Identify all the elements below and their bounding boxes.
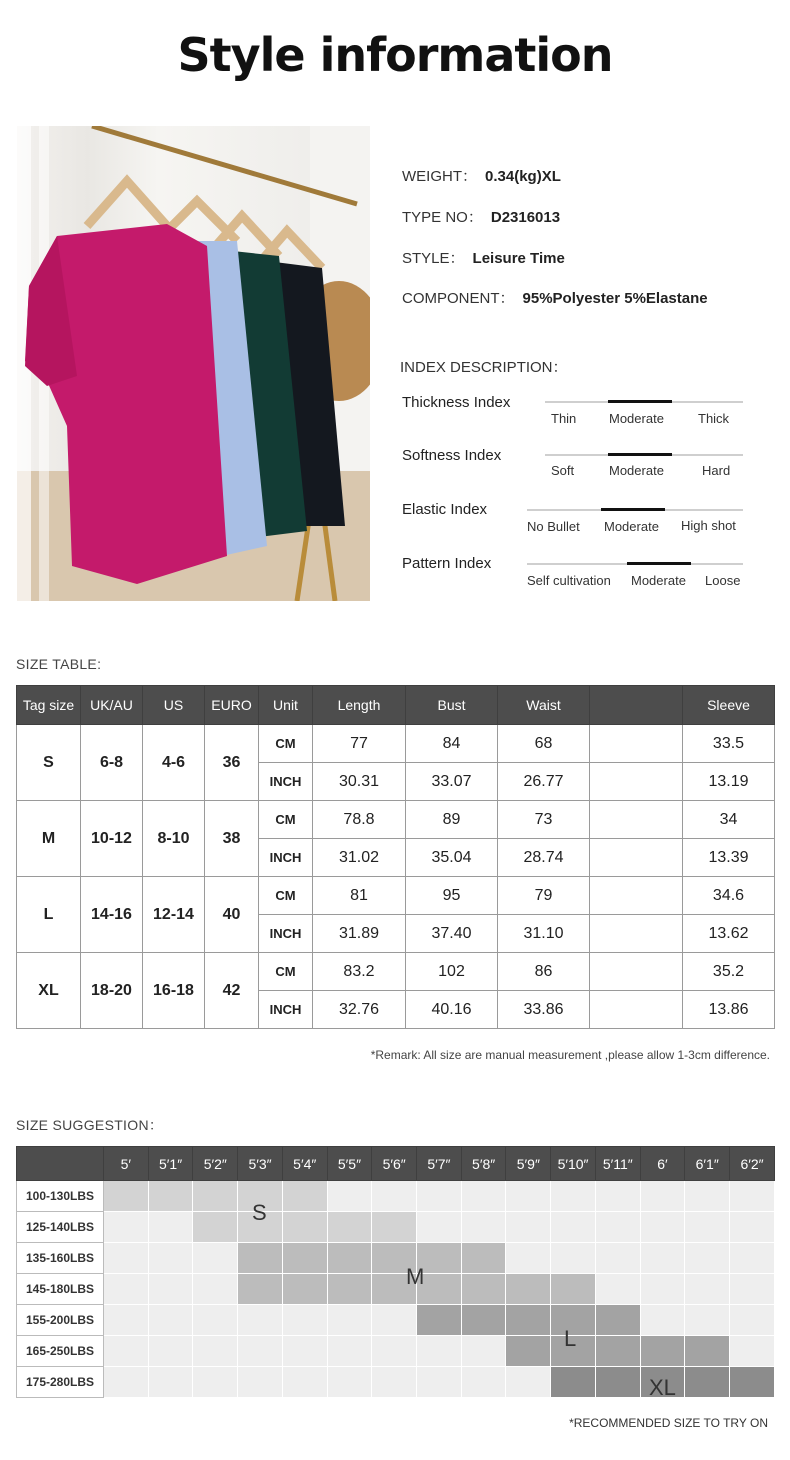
bust-inch-cell: 40.16 [406, 991, 498, 1029]
suggest-cell-empty [685, 1274, 730, 1305]
suggest-cell-m [461, 1243, 506, 1274]
product-photo [17, 126, 370, 601]
suggest-cell-empty [148, 1336, 193, 1367]
suggest-cell-empty [640, 1305, 685, 1336]
euro-cell: 40 [205, 877, 259, 953]
unit-inch-cell: INCH [259, 915, 313, 953]
suggest-cell-xl [551, 1367, 596, 1398]
length-inch-cell: 32.76 [313, 991, 406, 1029]
suggestion-row [17, 1181, 775, 1212]
softness-scale-marker [608, 453, 672, 456]
euro-cell: 38 [205, 801, 259, 877]
height-header: 5′7″ [417, 1147, 462, 1181]
suggest-cell-empty [193, 1305, 238, 1336]
suggest-cell-empty [685, 1181, 730, 1212]
pattern-scale-marker [627, 562, 691, 565]
tag-size-cell: M [17, 801, 81, 877]
suggest-cell-empty [730, 1212, 775, 1243]
suggest-cell-l [640, 1336, 685, 1367]
weight-label: 155-200LBS [17, 1305, 104, 1336]
suggest-cell-m [551, 1274, 596, 1305]
suggest-cell-m [238, 1274, 283, 1305]
suggest-cell-s [193, 1181, 238, 1212]
blank-cm-cell [590, 801, 683, 839]
suggest-cell-s [282, 1212, 327, 1243]
suggest-cell-empty [685, 1243, 730, 1274]
header-waist: Waist [498, 686, 590, 725]
blank-inch-cell [590, 839, 683, 877]
sleeve-inch-cell: 13.86 [683, 991, 775, 1029]
suggest-cell-empty [148, 1305, 193, 1336]
us-cell: 8-10 [143, 801, 205, 877]
height-header: 5′5″ [327, 1147, 372, 1181]
suggest-cell-empty [730, 1181, 775, 1212]
dresses-on-rack-illustration [17, 126, 370, 601]
suggest-cell-m [506, 1274, 551, 1305]
suggest-cell-xl [595, 1367, 640, 1398]
sleeve-inch-cell: 13.19 [683, 763, 775, 801]
unit-inch-cell: INCH [259, 839, 313, 877]
suggest-cell-m [282, 1243, 327, 1274]
suggest-cell-s [148, 1181, 193, 1212]
component-line [402, 287, 708, 308]
weight-label: 100-130LBS [17, 1181, 104, 1212]
suggestion-row [17, 1336, 775, 1367]
tag-size-cell: S [17, 725, 81, 801]
suggest-cell-l [506, 1305, 551, 1336]
suggestion-row [17, 1274, 775, 1305]
suggest-cell-m [282, 1274, 327, 1305]
suggest-cell-empty [327, 1181, 372, 1212]
height-header: 5′8″ [461, 1147, 506, 1181]
softness-right-label: Hard [702, 463, 731, 478]
size-row-cm [17, 801, 775, 839]
suggest-cell-empty [461, 1367, 506, 1398]
suggest-cell-empty [551, 1212, 596, 1243]
thickness-mid-label: Moderate [609, 411, 664, 426]
blank-inch-cell [590, 915, 683, 953]
suggest-cell-empty [327, 1367, 372, 1398]
thickness-left-label: Thin [551, 411, 577, 426]
suggest-cell-empty [104, 1212, 149, 1243]
type-line [402, 206, 560, 227]
index-description-heading: INDEX DESCRIPTION： [400, 359, 568, 376]
suggest-cell-empty [595, 1274, 640, 1305]
unit-cm-cell: CM [259, 953, 313, 991]
euro-cell: 36 [205, 725, 259, 801]
type-label: TYPE NO： [402, 209, 483, 226]
suggestion-row [17, 1305, 775, 1336]
sleeve-inch-cell: 13.62 [683, 915, 775, 953]
blank-cm-cell [590, 953, 683, 991]
unit-cm-cell: CM [259, 801, 313, 839]
unit-inch-cell: INCH [259, 763, 313, 801]
suggest-cell-l [417, 1305, 462, 1336]
suggest-cell-empty [148, 1243, 193, 1274]
height-header: 5′11″ [595, 1147, 640, 1181]
suggest-cell-empty [730, 1336, 775, 1367]
length-cm-cell: 77 [313, 725, 406, 763]
elastic-left-label: No Bullet [527, 519, 580, 534]
suggest-cell-empty [417, 1212, 462, 1243]
suggest-cell-l [506, 1336, 551, 1367]
suggestion-row [17, 1243, 775, 1274]
unit-cm-cell: CM [259, 725, 313, 763]
suggest-label-l: L [564, 1326, 577, 1351]
pattern-right-label: Loose [705, 573, 741, 588]
header-ukau: UK/AU [81, 686, 143, 725]
suggest-cell-m [327, 1243, 372, 1274]
size-row-cm [17, 725, 775, 763]
suggest-cell-empty [595, 1181, 640, 1212]
softness-index-label: Softness Index [402, 447, 502, 464]
header-tag-size: Tag size [17, 686, 81, 725]
height-header: 6′ [640, 1147, 685, 1181]
bust-cm-cell: 89 [406, 801, 498, 839]
waist-inch-cell: 31.10 [498, 915, 590, 953]
style-label: STYLE： [402, 250, 465, 267]
remark-text: *Remark: All size are manual measurement ,please allow 1-3cm difference. [370, 1048, 770, 1062]
length-cm-cell: 78.8 [313, 801, 406, 839]
blank-inch-cell [590, 991, 683, 1029]
waist-inch-cell: 33.86 [498, 991, 590, 1029]
weight-label: 175-280LBS [17, 1367, 104, 1398]
elastic-scale-marker [601, 508, 665, 511]
suggest-cell-empty [595, 1243, 640, 1274]
page-title: Style information [177, 28, 613, 82]
suggest-label-m: M [406, 1264, 425, 1289]
suggest-cell-empty [551, 1243, 596, 1274]
ukau-cell: 10-12 [81, 801, 143, 877]
bust-cm-cell: 84 [406, 725, 498, 763]
height-header: 5′1″ [148, 1147, 193, 1181]
suggest-cell-m [238, 1243, 283, 1274]
suggest-cell-empty [417, 1336, 462, 1367]
waist-cm-cell: 79 [498, 877, 590, 915]
suggest-cell-empty [327, 1336, 372, 1367]
tag-size-cell: L [17, 877, 81, 953]
suggest-cell-empty [193, 1243, 238, 1274]
suggest-cell-empty [327, 1305, 372, 1336]
elastic-index-label: Elastic Index [402, 501, 488, 518]
suggest-label-s: S [252, 1200, 267, 1225]
header-unit: Unit [259, 686, 313, 725]
ukau-cell: 6-8 [81, 725, 143, 801]
pattern-index-label: Pattern Index [402, 555, 492, 572]
suggest-cell-empty [506, 1212, 551, 1243]
length-inch-cell: 31.89 [313, 915, 406, 953]
recommend-note: *RECOMMENDED SIZE TO TRY ON [569, 1416, 768, 1430]
euro-cell: 42 [205, 953, 259, 1029]
suggest-cell-l [461, 1305, 506, 1336]
size-suggestion-heading: SIZE SUGGESTION： [16, 1117, 164, 1133]
elastic-mid-label: Moderate [604, 519, 659, 534]
suggest-cell-empty [506, 1243, 551, 1274]
tag-size-cell: XL [17, 953, 81, 1029]
weight-label: 125-140LBS [17, 1212, 104, 1243]
blank-inch-cell [590, 763, 683, 801]
suggest-cell-empty [461, 1181, 506, 1212]
bust-cm-cell: 102 [406, 953, 498, 991]
us-cell: 4-6 [143, 725, 205, 801]
us-cell: 12-14 [143, 877, 205, 953]
weight-label: 145-180LBS [17, 1274, 104, 1305]
pattern-mid-label: Moderate [631, 573, 686, 588]
waist-cm-cell: 73 [498, 801, 590, 839]
softness-left-label: Soft [551, 463, 575, 478]
suggest-cell-m [461, 1274, 506, 1305]
suggest-cell-empty [417, 1181, 462, 1212]
bust-inch-cell: 35.04 [406, 839, 498, 877]
suggest-cell-s [193, 1212, 238, 1243]
suggest-label-xl: XL [649, 1375, 676, 1400]
suggest-cell-empty [506, 1181, 551, 1212]
size-table-heading: SIZE TABLE: [16, 656, 102, 672]
suggest-cell-empty [640, 1243, 685, 1274]
height-header: 6′2″ [730, 1147, 775, 1181]
blank-cm-cell [590, 877, 683, 915]
softness-mid-label: Moderate [609, 463, 664, 478]
pattern-left-label: Self cultivation [527, 573, 611, 588]
suggest-cell-s [104, 1181, 149, 1212]
suggest-cell-s [327, 1212, 372, 1243]
suggest-cell-empty [148, 1367, 193, 1398]
suggest-cell-xl [730, 1367, 775, 1398]
length-cm-cell: 81 [313, 877, 406, 915]
suggest-cell-empty [193, 1367, 238, 1398]
suggest-cell-empty [193, 1274, 238, 1305]
weight-value: 0.34(kg)XL [485, 168, 561, 185]
suggest-cell-empty [238, 1367, 283, 1398]
suggest-cell-empty [238, 1336, 283, 1367]
waist-inch-cell: 26.77 [498, 763, 590, 801]
sleeve-cm-cell: 34.6 [683, 877, 775, 915]
suggest-cell-empty [193, 1336, 238, 1367]
suggest-cell-s [372, 1212, 417, 1243]
bust-inch-cell: 33.07 [406, 763, 498, 801]
weight-label: WEIGHT： [402, 168, 477, 185]
height-header: 5′ [104, 1147, 149, 1181]
header-length: Length [313, 686, 406, 725]
waist-inch-cell: 28.74 [498, 839, 590, 877]
suggest-cell-empty [282, 1305, 327, 1336]
suggest-cell-m [327, 1274, 372, 1305]
header-euro: EURO [205, 686, 259, 725]
waist-cm-cell: 86 [498, 953, 590, 991]
header-sleeve: Sleeve [683, 686, 775, 725]
suggest-cell-l [595, 1336, 640, 1367]
suggest-cell-l [685, 1336, 730, 1367]
suggest-cell-empty [640, 1274, 685, 1305]
suggest-cell-empty [551, 1181, 596, 1212]
header-us: US [143, 686, 205, 725]
height-header: 5′10″ [551, 1147, 596, 1181]
suggest-cell-empty [730, 1243, 775, 1274]
suggest-cell-empty [640, 1181, 685, 1212]
header-bust: Bust [406, 686, 498, 725]
height-header: 6′1″ [685, 1147, 730, 1181]
elastic-right-label: High shot [681, 518, 736, 533]
weight-label: 165-250LBS [17, 1336, 104, 1367]
blank-cm-cell [590, 725, 683, 763]
height-header: 5′9″ [506, 1147, 551, 1181]
sleeve-inch-cell: 13.39 [683, 839, 775, 877]
suggestion-corner-cell [17, 1147, 104, 1181]
suggest-cell-empty [372, 1305, 417, 1336]
size-suggestion-table [16, 1146, 775, 1398]
us-cell: 16-18 [143, 953, 205, 1029]
suggest-cell-s [282, 1181, 327, 1212]
size-table-header-row [17, 686, 775, 725]
sleeve-cm-cell: 33.5 [683, 725, 775, 763]
suggest-cell-empty [417, 1367, 462, 1398]
length-cm-cell: 83.2 [313, 953, 406, 991]
style-value: Leisure Time [472, 250, 565, 267]
suggest-cell-empty [640, 1212, 685, 1243]
bust-cm-cell: 95 [406, 877, 498, 915]
height-header: 5′2″ [193, 1147, 238, 1181]
ukau-cell: 18-20 [81, 953, 143, 1029]
height-header: 5′6″ [372, 1147, 417, 1181]
suggest-cell-empty [685, 1305, 730, 1336]
height-header: 5′3″ [238, 1147, 283, 1181]
ukau-cell: 14-16 [81, 877, 143, 953]
suggest-cell-empty [104, 1367, 149, 1398]
suggest-cell-empty [506, 1367, 551, 1398]
style-line [402, 247, 565, 268]
type-value: D2316013 [490, 209, 561, 226]
bust-inch-cell: 37.40 [406, 915, 498, 953]
height-header: 5′4″ [282, 1147, 327, 1181]
suggest-cell-empty [282, 1367, 327, 1398]
component-label: COMPONENT： [402, 290, 515, 307]
size-row-cm [17, 877, 775, 915]
component-value: 95%Polyester 5%Elastane [522, 290, 708, 307]
size-table [16, 685, 775, 1029]
length-inch-cell: 31.02 [313, 839, 406, 877]
suggest-cell-l [595, 1305, 640, 1336]
suggest-cell-empty [104, 1336, 149, 1367]
suggest-cell-empty [730, 1274, 775, 1305]
suggest-cell-empty [372, 1336, 417, 1367]
suggest-cell-empty [104, 1274, 149, 1305]
suggest-cell-xl [685, 1367, 730, 1398]
suggestion-row [17, 1212, 775, 1243]
unit-inch-cell: INCH [259, 991, 313, 1029]
suggest-cell-empty [372, 1181, 417, 1212]
suggest-cell-empty [148, 1274, 193, 1305]
suggest-cell-empty [461, 1212, 506, 1243]
suggest-cell-empty [104, 1305, 149, 1336]
size-row-cm [17, 953, 775, 991]
suggest-cell-empty [595, 1212, 640, 1243]
suggest-cell-empty [685, 1212, 730, 1243]
suggest-cell-empty [461, 1336, 506, 1367]
suggest-cell-empty [148, 1212, 193, 1243]
weight-label: 135-160LBS [17, 1243, 104, 1274]
suggestion-header-row [17, 1147, 775, 1181]
suggest-cell-empty [730, 1305, 775, 1336]
suggest-cell-empty [238, 1305, 283, 1336]
waist-cm-cell: 68 [498, 725, 590, 763]
suggest-cell-empty [104, 1243, 149, 1274]
sleeve-cm-cell: 34 [683, 801, 775, 839]
suggest-cell-empty [372, 1367, 417, 1398]
weight-line [402, 165, 561, 186]
suggest-cell-empty [282, 1336, 327, 1367]
sleeve-cm-cell: 35.2 [683, 953, 775, 991]
length-inch-cell: 30.31 [313, 763, 406, 801]
thickness-scale-marker [608, 400, 672, 403]
thickness-right-label: Thick [698, 411, 730, 426]
unit-cm-cell: CM [259, 877, 313, 915]
thickness-index-label: Thickness Index [402, 394, 511, 411]
header-blank [590, 686, 683, 725]
